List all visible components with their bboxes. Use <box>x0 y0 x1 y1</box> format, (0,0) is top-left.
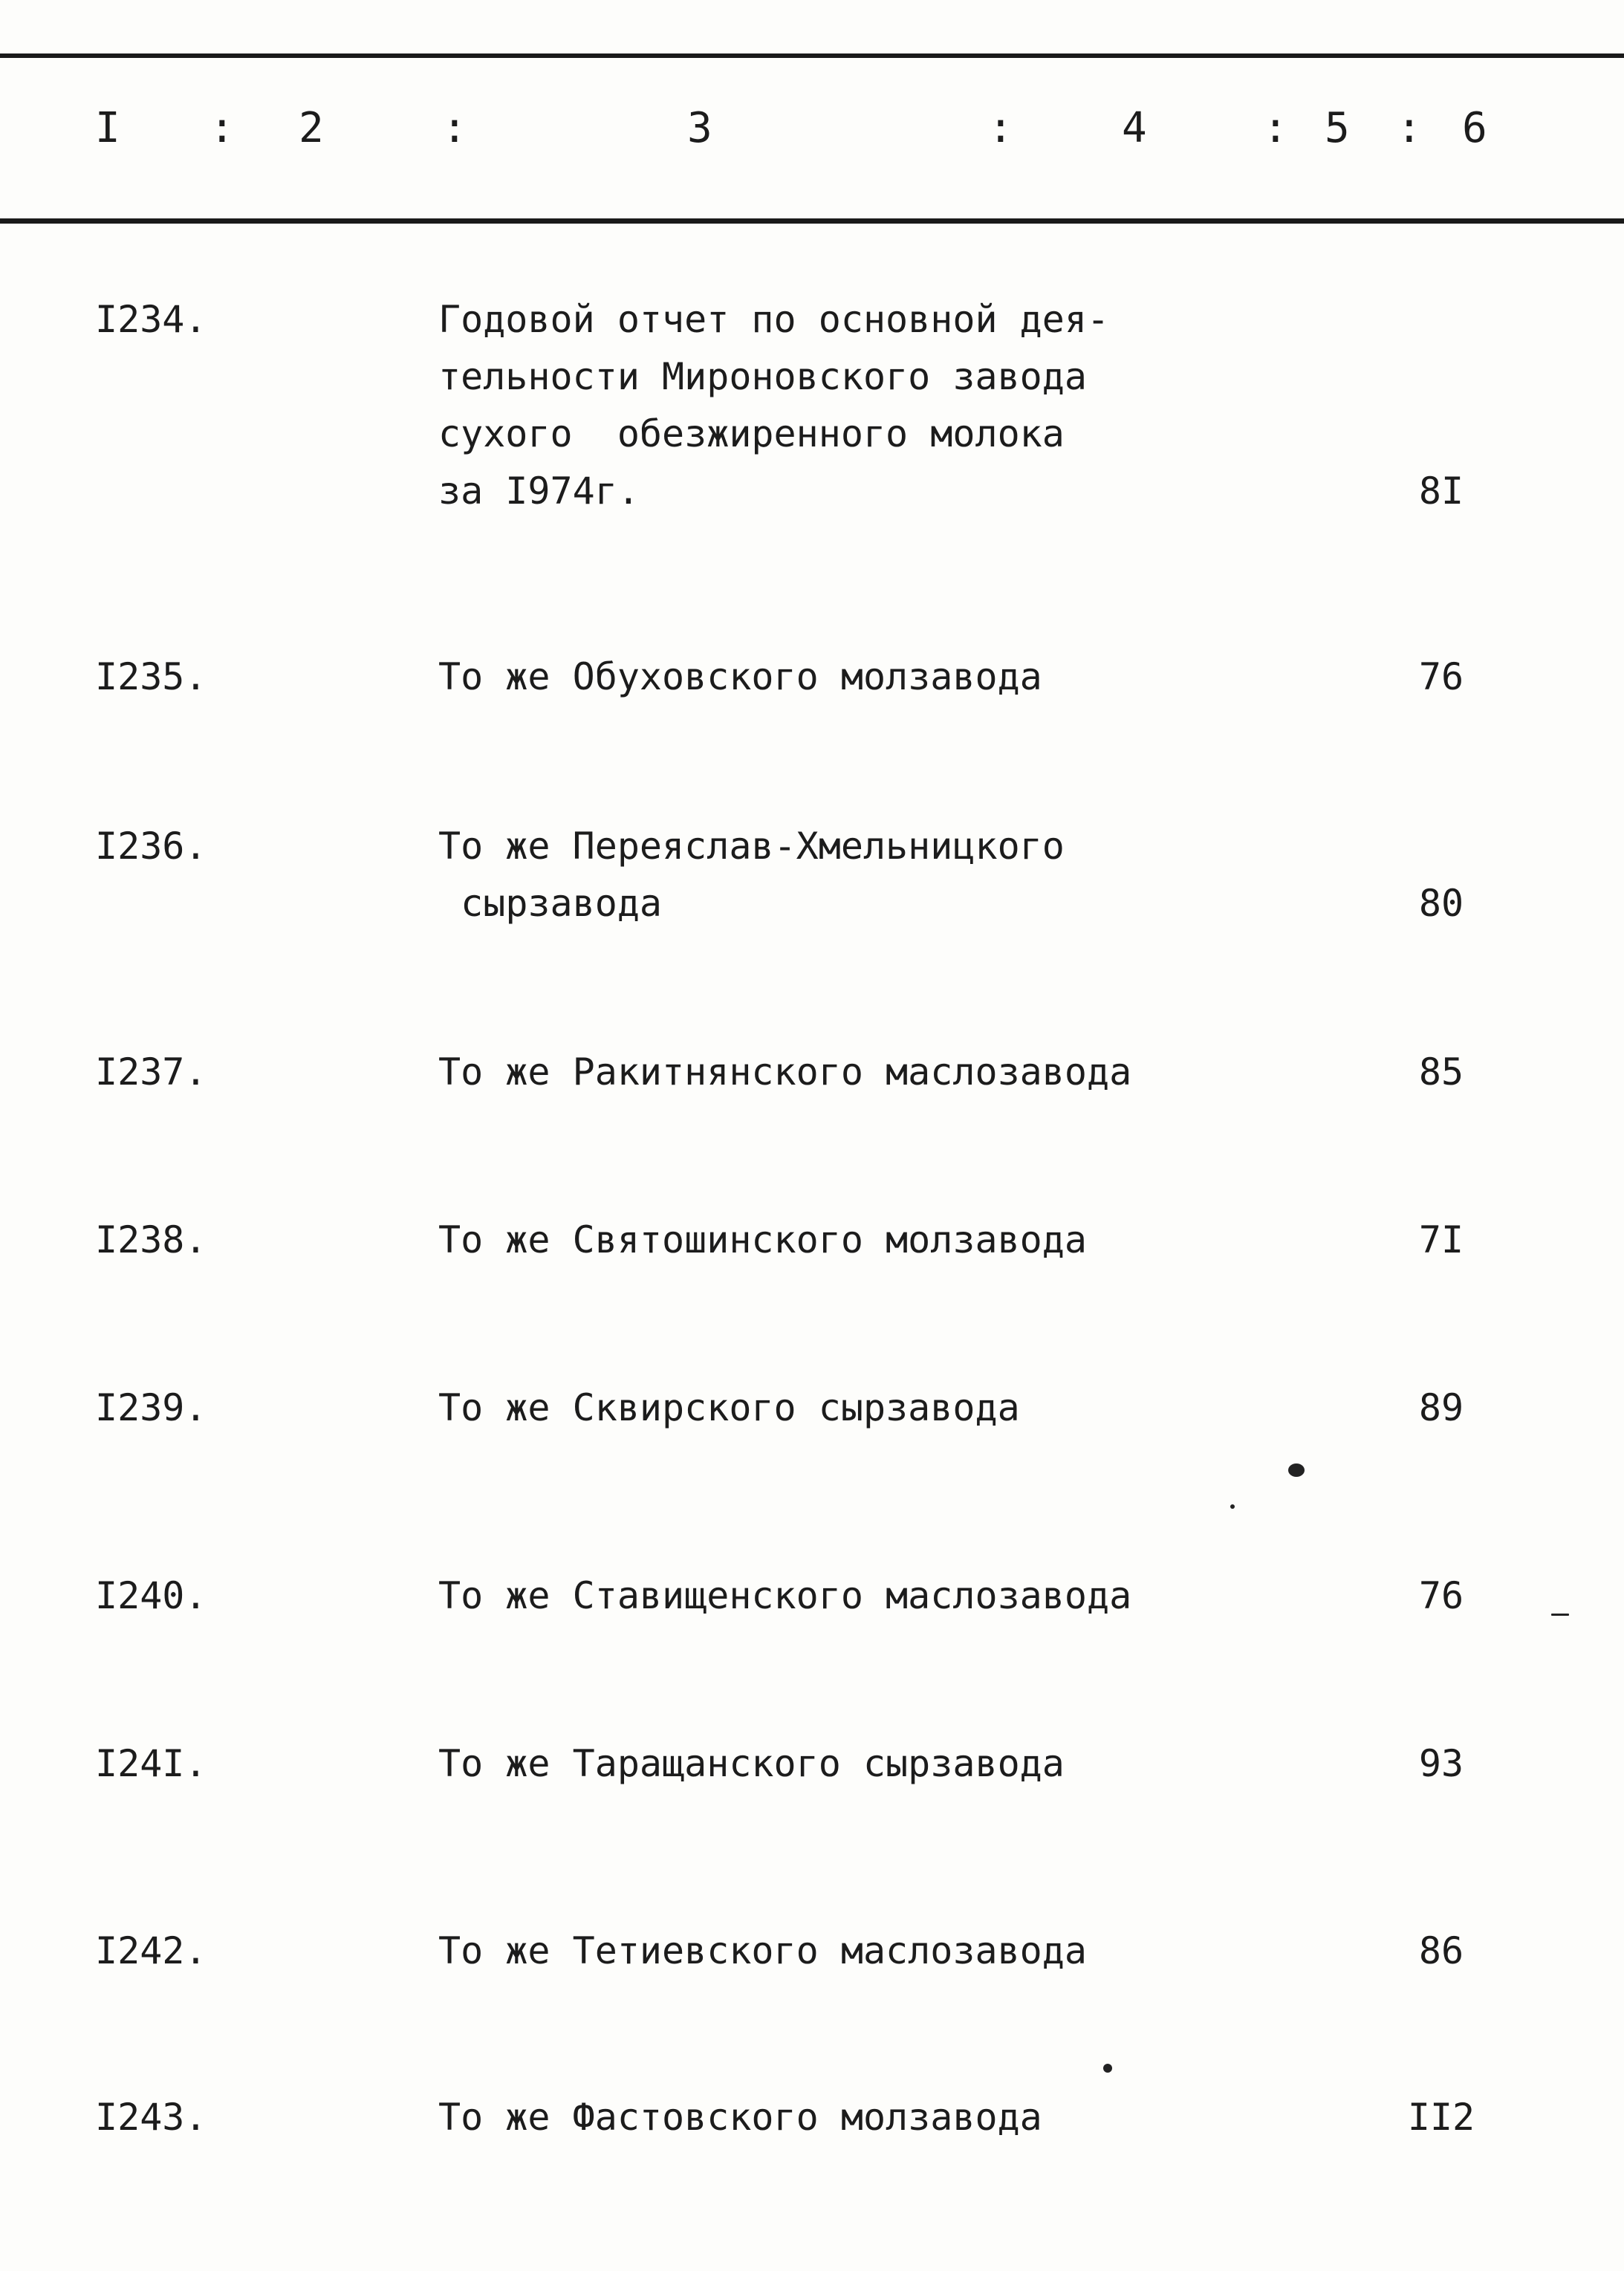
ink-blot <box>1288 1463 1305 1477</box>
column-header-6: 6 <box>1462 104 1487 152</box>
entry-title: Годовой отчет по основной дея- тельности Мироновского завода сухого обезжиренного молока за I974г. <box>438 298 1110 513</box>
entry-sheet-count: 76 <box>1418 655 1464 698</box>
entry-number: I236. <box>95 825 207 868</box>
entry-number: I234. <box>95 298 207 341</box>
entry-title: То же Переяслав-Хмельницкого сырзавода <box>438 825 1065 925</box>
entry-sheet-count: 80 <box>1418 882 1464 925</box>
entry-number: I237. <box>95 1050 207 1094</box>
ink-dot <box>1103 2064 1112 2073</box>
entry-number: I238. <box>95 1218 207 1261</box>
column-separator: : <box>988 104 1013 152</box>
entry-title: То же Сквирского сырзавода <box>438 1386 1020 1429</box>
column-header-5: 5 <box>1325 104 1350 152</box>
column-header-4: 4 <box>1122 104 1147 152</box>
entry-number: I240. <box>95 1574 207 1617</box>
entry-number: I235. <box>95 655 207 698</box>
entry-number: I24I. <box>95 1742 207 1785</box>
entry-title: То же Обуховского молзавода <box>438 655 1042 698</box>
entry-sheet-count: 76 <box>1418 1574 1464 1617</box>
entry-number: I243. <box>95 2096 207 2139</box>
entry-number: I242. <box>95 1929 207 1972</box>
header-bottom-rule <box>0 218 1624 224</box>
column-separator: : <box>442 104 467 152</box>
column-header-2: 2 <box>299 104 324 152</box>
entry-sheet-count: 86 <box>1418 1929 1464 1972</box>
column-header-1: I <box>95 104 120 152</box>
column-separator: : <box>1263 104 1288 152</box>
header-top-rule <box>0 53 1624 58</box>
ink-dash <box>1551 1614 1569 1616</box>
entry-sheet-count: 7I <box>1418 1218 1464 1261</box>
column-separator: : <box>210 104 235 152</box>
entry-title: То же Таращанского сырзавода <box>438 1742 1065 1785</box>
entry-sheet-count: 8I <box>1418 470 1464 513</box>
entry-title: То же Ракитнянского маслозавода <box>438 1050 1132 1094</box>
entry-title: То же Фастовского молзавода <box>438 2096 1042 2139</box>
entry-sheet-count: II2 <box>1407 2096 1475 2139</box>
column-header-row <box>0 104 1624 163</box>
entry-title: То же Тетиевского маслозавода <box>438 1929 1087 1972</box>
entry-number: I239. <box>95 1386 207 1429</box>
column-header-3: 3 <box>687 104 712 152</box>
entry-title: То же Ставищенского маслозавода <box>438 1574 1132 1617</box>
ink-dot <box>1230 1504 1235 1509</box>
entry-title: То же Святошинского молзавода <box>438 1218 1087 1261</box>
entry-sheet-count: 85 <box>1418 1050 1464 1094</box>
entry-sheet-count: 89 <box>1418 1386 1464 1429</box>
column-separator: : <box>1397 104 1422 152</box>
entry-sheet-count: 93 <box>1418 1742 1464 1785</box>
